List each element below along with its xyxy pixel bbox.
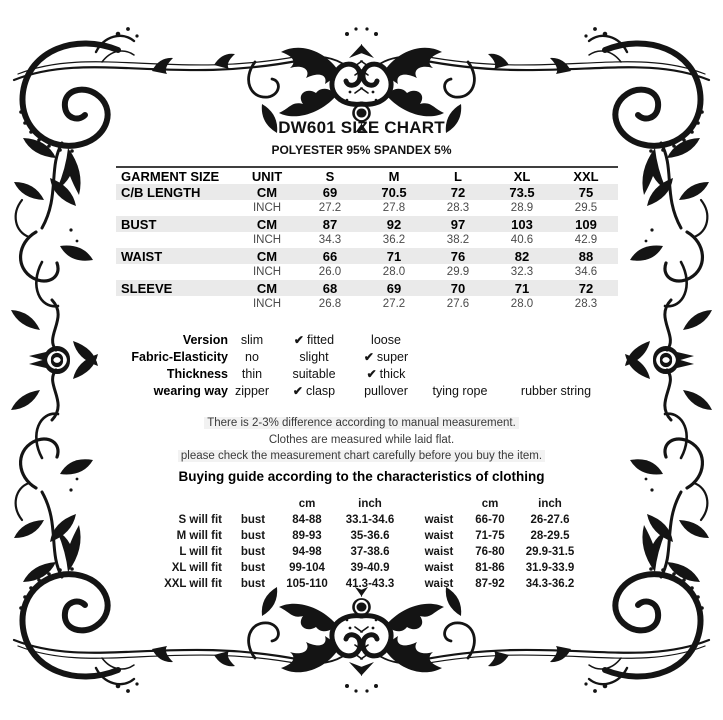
size-table-row [116, 232, 618, 248]
guide-cell: bust [240, 577, 266, 590]
size-table-row [116, 216, 618, 232]
measurement-label: BUST [116, 216, 236, 232]
attribute-option: ✔ clasp [292, 384, 336, 398]
guide-cell: 26-27.6 [530, 513, 570, 526]
attribute-option: suitable [292, 367, 336, 381]
attribute-option: no [245, 350, 259, 364]
guide-cell: 76-80 [475, 545, 505, 558]
measurement-label [116, 232, 236, 248]
attribute-option: thin [241, 367, 263, 381]
check-icon: ✔ [293, 333, 304, 347]
measurement-label: C/B LENGTH [116, 184, 236, 200]
guide-cell: 89-93 [292, 529, 322, 542]
guide-size-label: M will fit [176, 529, 222, 542]
guide-cell: waist [424, 561, 454, 574]
guide-row [120, 528, 723, 544]
measurement-label: SLEEVE [116, 280, 236, 296]
value-cell: 70 [426, 280, 490, 296]
value-cell: 27.8 [362, 200, 426, 216]
measurement-label [116, 200, 236, 216]
guide-cell: 105-110 [286, 577, 328, 590]
guide-cell: 66-70 [475, 513, 505, 526]
value-cell: 71 [490, 280, 554, 296]
value-cell: 26.8 [298, 296, 362, 312]
attribute-option: ✔ fitted [293, 333, 335, 347]
note-text: please check the measurement chart carefully before you buy the item. [178, 450, 545, 462]
size-table-row [116, 296, 618, 312]
guide-cell: waist [424, 513, 454, 526]
check-icon: ✔ [292, 384, 303, 398]
guide-header-cell [120, 496, 224, 512]
guide-cell: 94-98 [292, 545, 322, 558]
value-cell: 69 [298, 184, 362, 200]
guide-header-cell: cm [298, 497, 316, 510]
value-cell: 28.3 [426, 200, 490, 216]
guide-cell: 41.3-43.3 [345, 577, 395, 590]
size-table-row [116, 248, 618, 264]
fabric-subtitle: POLYESTER 95% SPANDEX 5% [271, 143, 452, 157]
attribute-row [0, 366, 723, 383]
guide-header-cell: inch [358, 497, 382, 510]
guide-cell: waist [424, 529, 454, 542]
value-cell: 72 [426, 184, 490, 200]
value-cell: 87 [298, 216, 362, 232]
value-cell: 92 [362, 216, 426, 232]
guide-cell: waist [424, 545, 454, 558]
buying-guide-table [120, 496, 723, 592]
size-table-header-cell: GARMENT SIZE [121, 168, 220, 184]
size-table [116, 166, 618, 312]
value-cell: 71 [362, 248, 426, 264]
buying-guide-heading: Buying guide according to the characteristics of clothing [178, 468, 545, 484]
value-cell: 42.9 [554, 232, 618, 248]
attribute-label: Fabric-Elasticity [131, 350, 228, 364]
guide-cell: 84-88 [292, 513, 322, 526]
value-cell: 26.0 [298, 264, 362, 280]
notes [0, 415, 723, 465]
guide-header-row [120, 496, 723, 512]
unit-cell: CM [236, 248, 298, 264]
guide-size-label: XL will fit [171, 561, 222, 574]
attribute-label: Version [182, 333, 228, 347]
value-cell: 109 [554, 216, 618, 232]
attribute-option: pullover [364, 384, 408, 398]
value-cell: 38.2 [426, 232, 490, 248]
attribute-list [0, 332, 723, 400]
size-table-row [116, 264, 618, 280]
guide-cell: 99-104 [289, 561, 325, 574]
guide-cell: bust [240, 545, 266, 558]
unit-cell: INCH [236, 296, 298, 312]
size-table-row [116, 184, 618, 200]
attribute-option: slight [299, 350, 329, 364]
guide-row [120, 560, 723, 576]
guide-cell: 87-92 [475, 577, 505, 590]
guide-cell: bust [240, 561, 266, 574]
size-table-header-cell: UNIT [251, 168, 283, 184]
guide-cell: bust [240, 529, 266, 542]
guide-cell: 71-75 [475, 529, 505, 542]
check-icon: ✔ [363, 350, 374, 364]
note-text: Clothes are measured while laid flat. [268, 433, 455, 446]
value-cell: 97 [426, 216, 490, 232]
guide-cell: 33.1-34.6 [345, 513, 395, 526]
value-cell: 28.3 [554, 296, 618, 312]
guide-size-label: S will fit [178, 513, 222, 526]
attribute-row [0, 383, 723, 400]
guide-size-label: L will fit [179, 545, 222, 558]
size-table-header-row [116, 167, 618, 184]
size-table-header-cell: XXL [573, 168, 599, 184]
measurement-label [116, 264, 236, 280]
size-table-body [116, 167, 618, 312]
value-cell: 88 [554, 248, 618, 264]
guide-cell: bust [240, 513, 266, 526]
guide-cell: 34.3-36.2 [525, 577, 575, 590]
attribute-row [0, 332, 723, 349]
value-cell: 82 [490, 248, 554, 264]
size-table-row [116, 280, 618, 296]
measurement-label: WAIST [116, 248, 236, 264]
value-cell: 32.3 [490, 264, 554, 280]
unit-cell: CM [236, 280, 298, 296]
unit-cell: INCH [236, 232, 298, 248]
note-line [0, 415, 723, 432]
guide-cell: 31.9-33.9 [525, 561, 575, 574]
value-cell: 28.0 [490, 296, 554, 312]
guide-cell: waist [424, 577, 454, 590]
attribute-row [0, 349, 723, 366]
unit-cell: INCH [236, 200, 298, 216]
guide-size-label: XXL will fit [164, 577, 222, 590]
size-table-row [116, 200, 618, 216]
guide-cell: 37-38.6 [350, 545, 390, 558]
value-cell: 76 [426, 248, 490, 264]
value-cell: 40.6 [490, 232, 554, 248]
guide-cell: 28-29.5 [530, 529, 570, 542]
value-cell: 34.3 [298, 232, 362, 248]
attribute-label: Thickness [166, 367, 228, 381]
size-table-header-cell: L [454, 168, 462, 184]
note-line [0, 448, 723, 465]
value-cell: 70.5 [362, 184, 426, 200]
unit-cell: CM [236, 184, 298, 200]
guide-header-cell: inch [538, 497, 562, 510]
value-cell: 68 [298, 280, 362, 296]
value-cell: 29.5 [554, 200, 618, 216]
measurement-label [116, 296, 236, 312]
attribute-option: rubber string [520, 384, 592, 398]
page-title: DW601 SIZE CHART [278, 118, 445, 137]
attribute-option: zipper [234, 384, 270, 398]
value-cell: 72 [554, 280, 618, 296]
guide-row [120, 544, 723, 560]
size-table-header-cell: XL [513, 168, 531, 184]
attribute-option: slim [240, 333, 264, 347]
attribute-option: ✔ thick [366, 367, 406, 381]
guide-cell: 39-40.9 [350, 561, 390, 574]
attribute-option: loose [371, 333, 401, 347]
value-cell: 66 [298, 248, 362, 264]
value-cell: 27.6 [426, 296, 490, 312]
value-cell: 27.2 [298, 200, 362, 216]
attribute-option: tying rope [432, 384, 488, 398]
value-cell: 69 [362, 280, 426, 296]
value-cell: 36.2 [362, 232, 426, 248]
unit-cell: INCH [236, 264, 298, 280]
size-table-header-cell: M [388, 168, 400, 184]
attribute-label: wearing way [153, 384, 228, 398]
guide-cell: 29.9-31.5 [525, 545, 575, 558]
guide-header-cell: cm [481, 497, 499, 510]
guide-cell: 81-86 [475, 561, 505, 574]
guide-cell: 35-36.6 [350, 529, 390, 542]
value-cell: 28.0 [362, 264, 426, 280]
attribute-option: ✔ super [363, 350, 409, 364]
value-cell: 28.9 [490, 200, 554, 216]
guide-row [120, 512, 723, 528]
note-line [0, 432, 723, 449]
guide-row [120, 576, 723, 592]
unit-cell: CM [236, 216, 298, 232]
value-cell: 75 [554, 184, 618, 200]
value-cell: 34.6 [554, 264, 618, 280]
note-text: There is 2-3% difference according to manual measurement. [204, 417, 519, 429]
guide-header-cell [224, 496, 282, 512]
size-table-header-cell: S [325, 168, 335, 184]
value-cell: 29.9 [426, 264, 490, 280]
value-cell: 27.2 [362, 296, 426, 312]
value-cell: 103 [490, 216, 554, 232]
guide-header-cell [408, 496, 470, 512]
value-cell: 73.5 [490, 184, 554, 200]
check-icon: ✔ [366, 367, 377, 381]
